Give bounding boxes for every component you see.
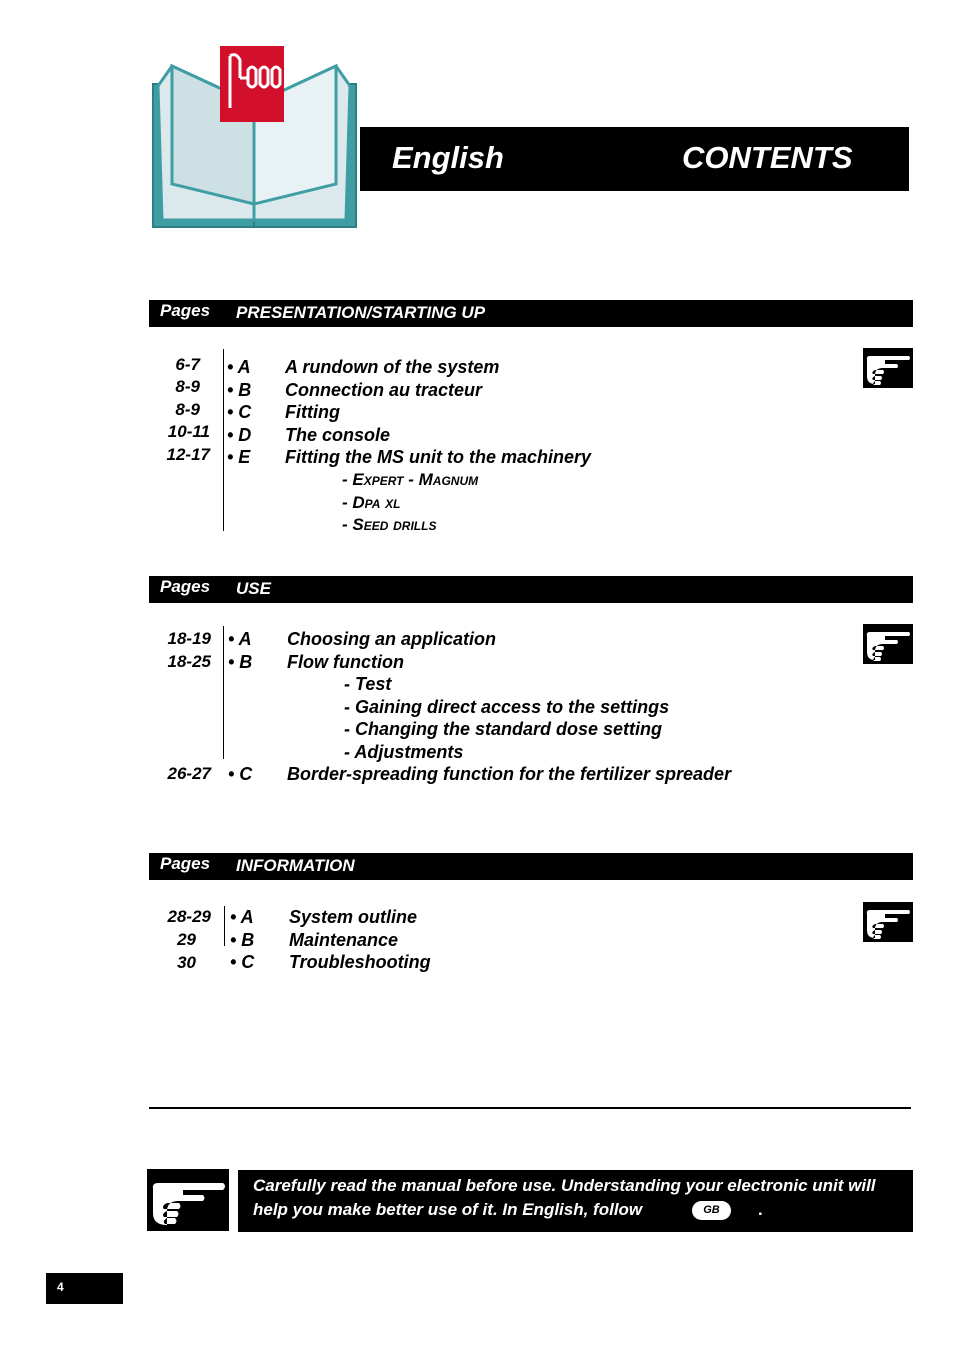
page-ref: 12-17 xyxy=(166,445,210,464)
footer-rule xyxy=(149,1107,911,1109)
page-ref: 29 xyxy=(177,930,196,949)
divider-line xyxy=(224,906,225,946)
entry-title: Choosing an application xyxy=(287,629,497,649)
gb-badge: GB xyxy=(692,1201,731,1220)
section-bar-presentation xyxy=(149,300,913,327)
entry-letter: • C xyxy=(228,764,253,784)
entry-letter: • E xyxy=(227,447,251,467)
contents-title: CONTENTS xyxy=(682,140,853,175)
entry-title: The console xyxy=(285,425,391,445)
pointing-hand-icon xyxy=(863,624,913,664)
entry-letter: • A xyxy=(230,907,254,927)
page-ref: 26-27 xyxy=(167,764,211,783)
page-ref: 28-29 xyxy=(167,907,211,926)
sub-item: - Test xyxy=(344,674,392,694)
pages-label: Pages xyxy=(160,301,211,320)
entry-title: Border-spreading function for the fertilizer spreader xyxy=(287,764,732,784)
pointing-hand-icon xyxy=(863,348,913,388)
entry-letter: • B xyxy=(227,380,252,400)
entry-letter: • B xyxy=(228,652,253,672)
entry-title: Fitting the MS unit to the machinery xyxy=(285,447,591,467)
entry-letter: • A xyxy=(228,629,252,649)
page-ref: 18-25 xyxy=(167,652,211,671)
divider-line xyxy=(223,349,224,531)
sub-item: - Changing the standard dose setting xyxy=(344,719,663,739)
entry-title: System outline xyxy=(289,907,418,927)
entry-title: A rundown of the system xyxy=(285,357,500,377)
entry-title: Fitting xyxy=(285,402,340,422)
page-ref: 18-19 xyxy=(167,629,211,648)
entry-letter: • A xyxy=(227,357,251,377)
pointing-hand-icon xyxy=(149,1173,229,1229)
divider-line xyxy=(223,626,224,759)
note-period: . xyxy=(758,1200,763,1219)
entry-letter: • C xyxy=(227,402,252,422)
entry-letter: • C xyxy=(230,952,255,972)
note-icon-box xyxy=(147,1169,229,1231)
entry-letter: • D xyxy=(227,425,252,445)
entry-title: Maintenance xyxy=(289,930,399,950)
section-bar-information xyxy=(149,853,913,880)
page-ref: 10-11 xyxy=(167,422,210,441)
section-title: USE xyxy=(236,579,271,598)
sub-item: - Dpa xl xyxy=(342,493,401,512)
section-title: INFORMATION xyxy=(236,856,355,875)
pages-label: Pages xyxy=(160,577,211,596)
sub-item: - Expert - Magnum xyxy=(342,470,479,489)
pages-label: Pages xyxy=(160,854,211,873)
pointing-hand-icon xyxy=(863,902,913,942)
page-number: 4 xyxy=(57,1280,64,1294)
sub-item: - Gaining direct access to the settings xyxy=(344,697,670,717)
page-ref: 8-9 xyxy=(175,400,200,419)
note-text-line1: Carefully read the manual before use. Understanding your electronic unit will xyxy=(253,1176,876,1195)
entry-title: Flow function xyxy=(287,652,404,672)
page-ref: 8-9 xyxy=(175,377,200,396)
open-book-logo-icon xyxy=(152,44,357,230)
page-ref: 6-7 xyxy=(175,355,200,374)
section-title: PRESENTATION/STARTING UP xyxy=(236,303,486,322)
entry-title: Troubleshooting xyxy=(289,952,431,972)
page-ref: 30 xyxy=(177,953,196,972)
sub-item: - Adjustments xyxy=(344,742,464,762)
sub-item: - Seed drills xyxy=(342,515,437,534)
language-title: English xyxy=(392,140,504,175)
section-bar-use xyxy=(149,576,913,603)
note-text-line2: help you make better use of it. In English, follow xyxy=(253,1200,643,1219)
entry-letter: • B xyxy=(230,930,255,950)
entry-title: Connection au tracteur xyxy=(285,380,483,400)
